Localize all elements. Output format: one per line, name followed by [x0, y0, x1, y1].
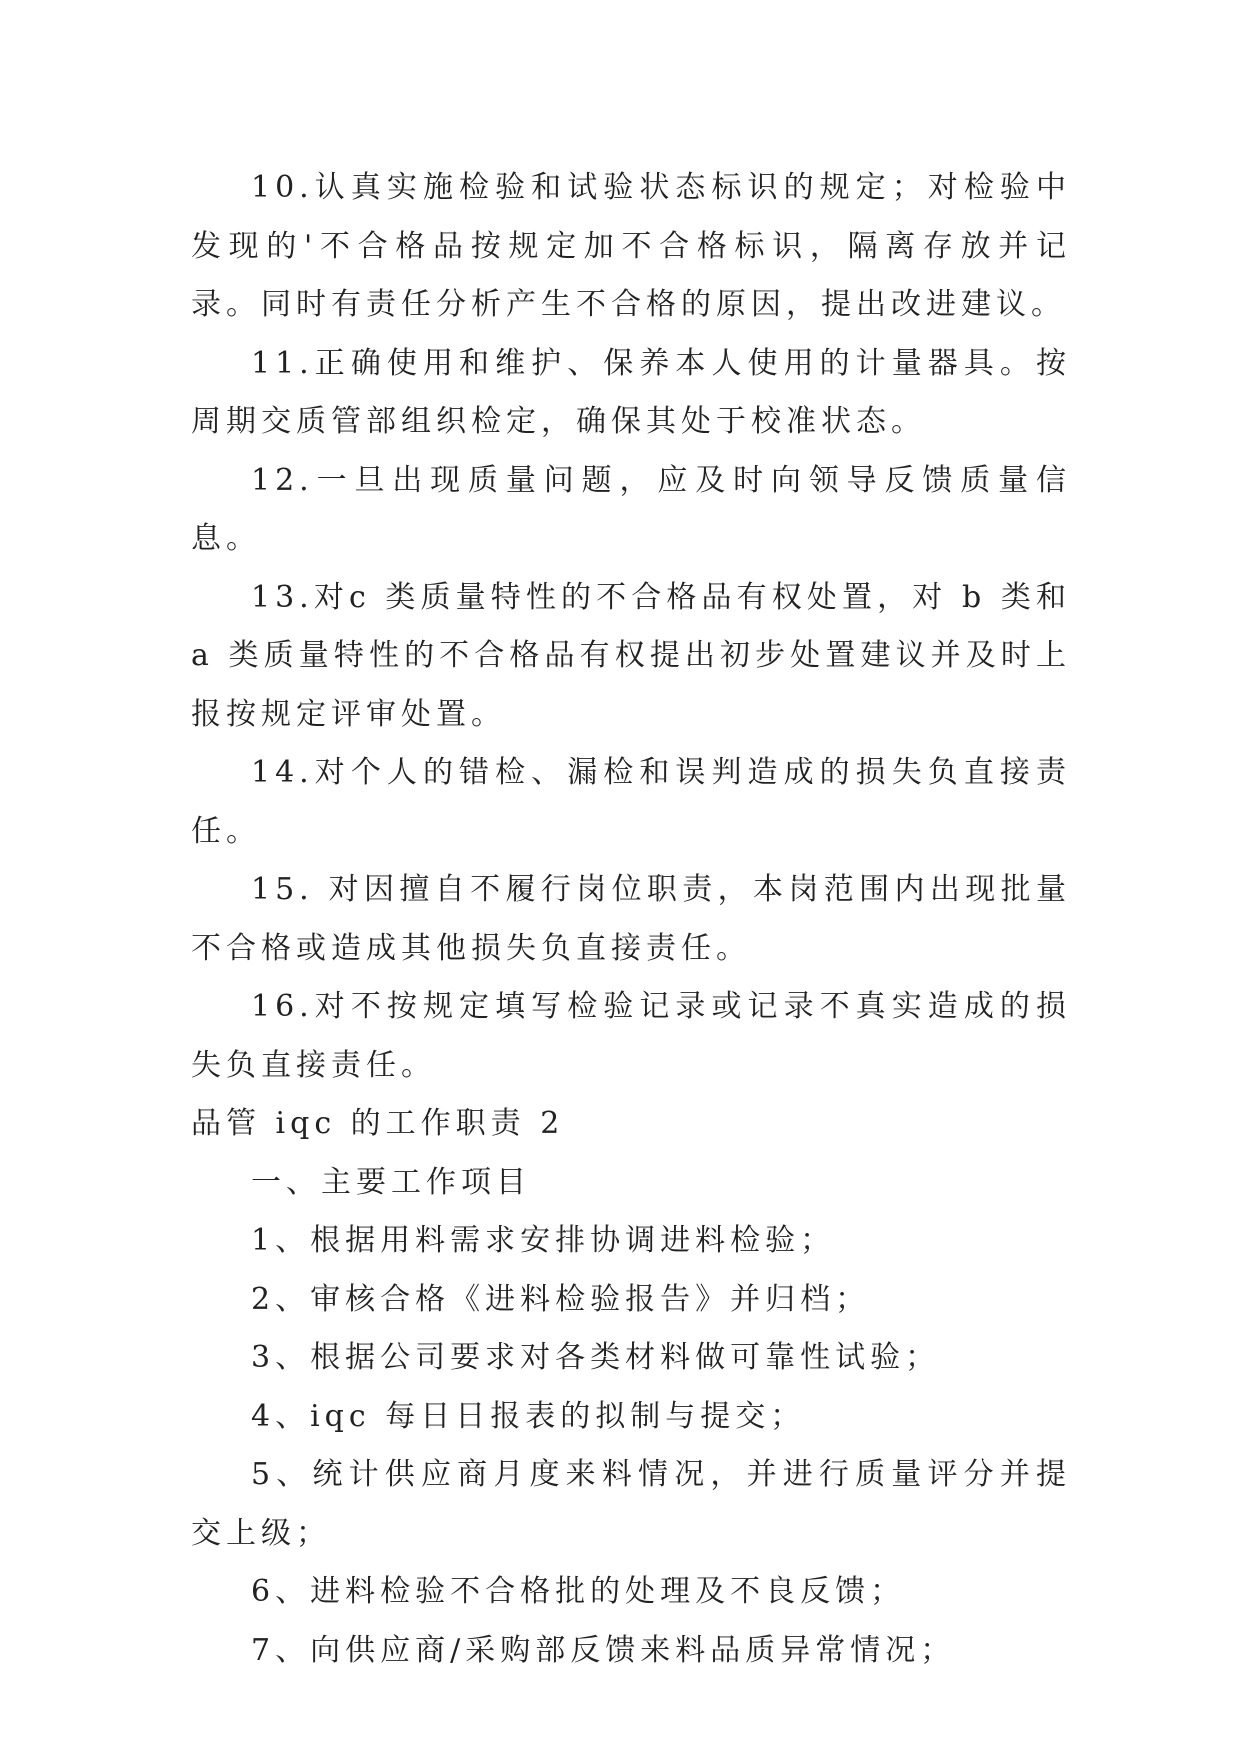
work-item-3: 3、根据公司要求对各类材料做可靠性试验；	[251, 1340, 941, 1375]
paragraph-item-10: 10.认真实施检验和试验状态标识的规定；对检验中发现的'不合格品按规定加不合格标识，隔离存放并记录。同时有责任分析产生不合格的原因，提出改进建议。	[191, 170, 1071, 322]
subsection-heading: 一、主要工作项目	[251, 1164, 531, 1200]
work-item-7: 7、向供应商/采购部反馈来料品质异常情况；	[251, 1632, 956, 1668]
work-item-4: 4、iqc 每日日报表的拟制与提交；	[251, 1398, 806, 1434]
paragraph-item-12: 12.一旦出现质量问题，应及时向领导反馈质量信息。	[191, 462, 1071, 556]
document-body	[191, 159, 1071, 1680]
paragraph-item-15: 15. 对因擅自不履行岗位职责，本岗范围内出现批量不合格或造成其他损失负直接责任。	[191, 872, 1071, 966]
work-item-2: 2、审核合格《进料检验报告》并归档；	[251, 1281, 871, 1317]
section-title: 品管 iqc 的工作职责 2	[191, 1106, 565, 1141]
paragraph-item-16: 16.对不按规定填写检验记录或记录不真实造成的损失负直接责任。	[191, 989, 1071, 1083]
paragraph-item-11: 11.正确使用和维护、保养本人使用的计量器具。按周期交质管部组织检定，确保其处于校准状态。	[191, 345, 1071, 439]
work-item-5: 5、统计供应商月度来料情况，并进行质量评分并提交上级；	[191, 1457, 1071, 1551]
work-item-1: 1、根据用料需求安排协调进料检验；	[251, 1223, 836, 1258]
paragraph-item-14: 14.对个人的错检、漏检和误判造成的损失负直接责任。	[191, 755, 1071, 849]
paragraph-item-13: 13.对c 类质量特性的不合格品有权处置，对 b 类和 a 类质量特性的不合格品有权提出初步处置建议并及时上报按规定评审处置。	[191, 579, 1071, 732]
work-item-6: 6、进料检验不合格批的处理及不良反馈；	[251, 1574, 906, 1609]
